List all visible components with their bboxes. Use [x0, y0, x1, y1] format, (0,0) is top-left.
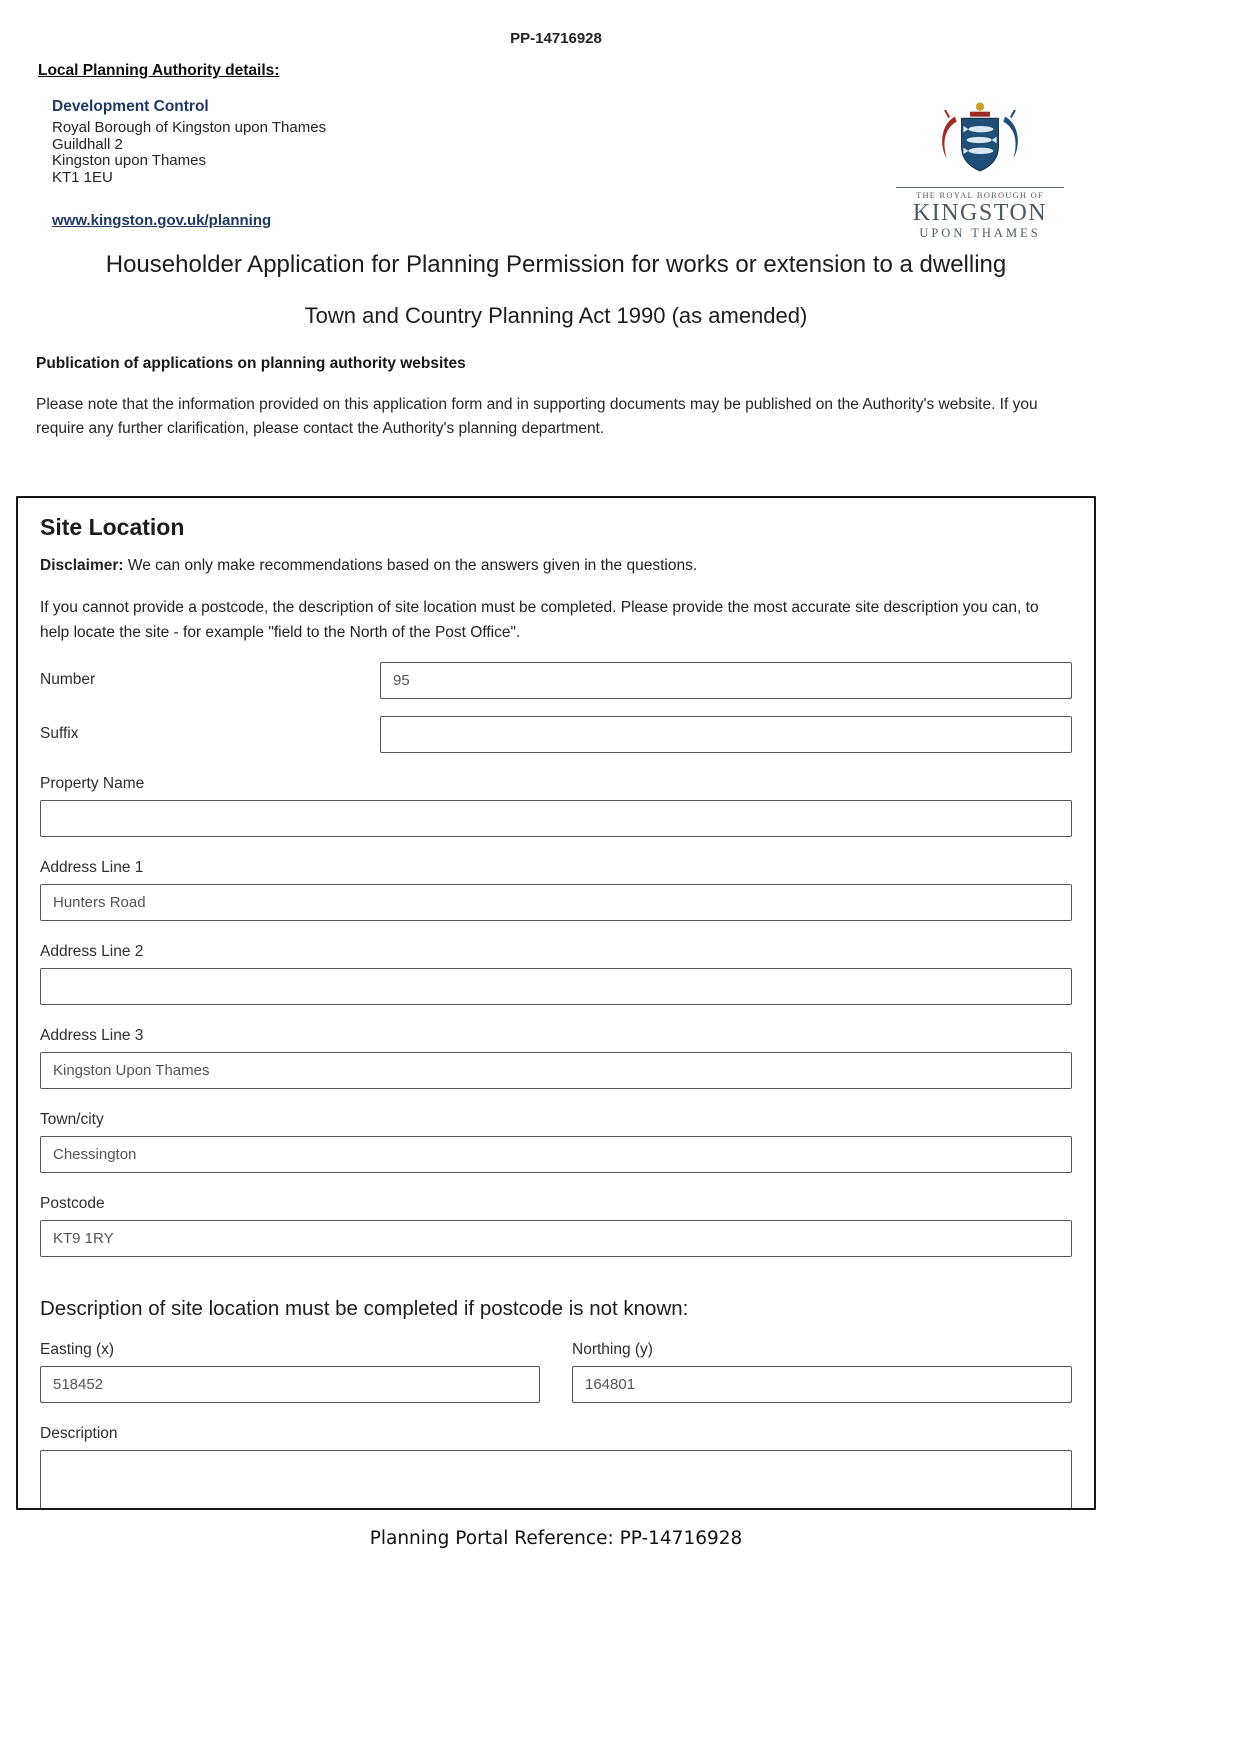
site-location-heading: Site Location — [40, 514, 185, 540]
postcode-input[interactable] — [40, 1220, 1072, 1257]
northing-input[interactable] — [572, 1366, 1072, 1403]
site-location-intro: If you cannot provide a postcode, the description of site location must be completed. Please provide the most accurate site description you can, to help locate the site - for example "field to the North of the Post Office". — [40, 599, 1039, 641]
address-line-1-row — [40, 859, 1072, 921]
address-line-1-label: Address Line 1 — [40, 859, 144, 876]
address-line-2-input[interactable] — [40, 968, 1072, 1005]
site-location-section — [16, 496, 1096, 1510]
lpa-address-line: Guildhall 2 — [52, 135, 123, 153]
publication-body: Please note that the information provided on this application form and in supporting documents may be published on the Authority's website. If you require any further clarification, please contact the Authority's planning department. — [36, 396, 1038, 437]
easting-col — [40, 1341, 540, 1403]
logo-borough-subname: UPON THAMES — [919, 226, 1041, 240]
description-textarea[interactable] — [40, 1450, 1072, 1510]
address-line-3-row — [40, 1027, 1072, 1089]
form-subtitle: Town and Country Planning Act 1990 (as amended) — [304, 303, 808, 328]
content-column — [16, 0, 1096, 1549]
coat-of-arms-icon — [930, 98, 1030, 182]
site-description-heading: Description of site location must be completed if postcode is not known: — [40, 1297, 689, 1320]
number-input[interactable] — [380, 662, 1072, 699]
postcode-row — [40, 1195, 1072, 1257]
postcode-label: Postcode — [40, 1195, 105, 1212]
publication-heading: Publication of applications on planning authority websites — [36, 355, 466, 372]
northing-col — [572, 1341, 1072, 1403]
lpa-department: Development Control — [52, 98, 209, 115]
lpa-address-line: Royal Borough of Kingston upon Thames — [52, 119, 327, 136]
lpa-details-heading: Local Planning Authority details: — [38, 62, 280, 79]
logo-tagline: THE ROYAL BOROUGH OF — [916, 190, 1044, 200]
description-label: Description — [40, 1425, 118, 1442]
property-name-row — [40, 775, 1072, 837]
address-line-1-input[interactable] — [40, 884, 1072, 921]
town-city-label: Town/city — [40, 1111, 104, 1128]
easting-label: Easting (x) — [40, 1341, 115, 1358]
coordinates-row — [40, 1341, 1072, 1403]
planning-portal-reference: Planning Portal Reference: PP-14716928 — [369, 1528, 743, 1549]
address-line-2-row — [40, 943, 1072, 1005]
lpa-address-block — [52, 98, 326, 229]
logo-borough-name: KINGSTON — [912, 200, 1048, 226]
number-label: Number — [40, 671, 96, 688]
header-row — [16, 98, 1096, 241]
easting-input[interactable] — [40, 1366, 540, 1403]
town-city-input[interactable] — [40, 1136, 1072, 1173]
form-reference: PP-14716928 — [510, 30, 602, 47]
northing-label: Northing (y) — [572, 1341, 653, 1358]
town-city-row — [40, 1111, 1072, 1173]
lpa-address-line: Kingston upon Thames — [52, 152, 206, 169]
property-name-input[interactable] — [40, 800, 1072, 837]
number-row — [40, 662, 1072, 699]
address-line-3-label: Address Line 3 — [40, 1027, 144, 1044]
disclaimer-text — [40, 557, 1072, 575]
suffix-field-wrap — [380, 716, 1072, 753]
suffix-label: Suffix — [40, 725, 79, 742]
kingston-logo — [890, 98, 1070, 241]
property-name-label: Property Name — [40, 775, 145, 792]
address-line-2-label: Address Line 2 — [40, 943, 144, 960]
disclaimer-label: Disclaimer: — [40, 557, 124, 574]
suffix-input[interactable] — [380, 716, 1072, 753]
logo-divider — [896, 187, 1064, 188]
address-line-3-input[interactable] — [40, 1052, 1072, 1089]
lpa-website-link[interactable]: www.kingston.gov.uk/planning — [52, 212, 272, 229]
description-row — [40, 1425, 1072, 1510]
disclaimer-body: We can only make recommendations based on the answers given in the questions. — [127, 557, 698, 574]
form-title: Householder Application for Planning Permission for works or extension to a dwelling — [105, 251, 1007, 278]
number-field-wrap — [380, 662, 1072, 699]
suffix-row — [40, 716, 1072, 753]
lpa-address-line: KT1 1EU — [52, 168, 113, 186]
